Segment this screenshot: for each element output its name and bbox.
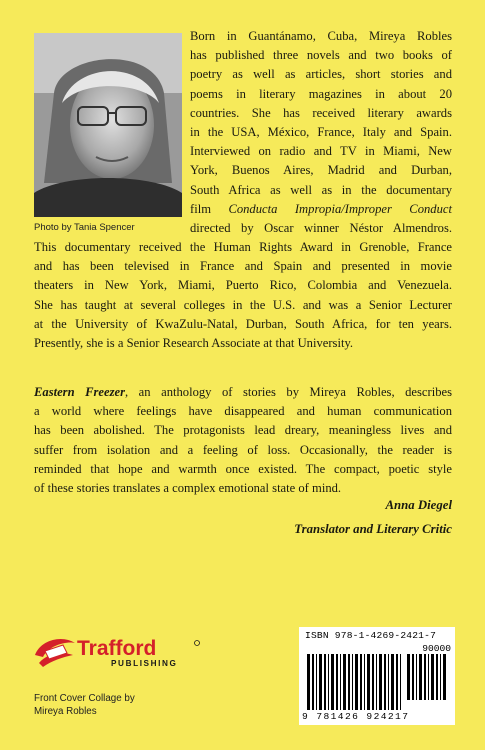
barcode-bar [419,654,422,700]
bio-line: in the USA, México, France, Italy and Spain. [190,125,452,140]
bio-line: has published three novels and two books of [190,48,452,63]
author-bio-continued [34,238,452,353]
publisher-sub: PUBLISHING [111,659,178,668]
cover-credit-line: Front Cover Collage by [34,693,135,704]
barcode-bar [372,654,374,710]
barcode-bar [400,654,401,710]
barcode-bar [343,654,346,710]
bio-line: poems in literary magazines in about 20 [190,86,452,101]
film-prefix: film [190,201,229,216]
barcode-bar [443,654,446,700]
barcode-bar [360,654,362,710]
publisher-logo [33,633,203,671]
photo-credit: Photo by Tania Spencer [34,222,135,233]
review-line: has been abolished. The protagonists lead dreary, meaningless lives and [34,423,452,438]
ean-digits: 9 781426 924217 [302,711,410,722]
barcode-bar [316,654,317,710]
review-line: reminded that hope and warmth once existed. The compact, poetic style [34,461,452,476]
price-code: 90000 [422,643,451,654]
barcode-bar [407,654,410,700]
review-line: Eastern Freezer, an anthology of stories by Mireya Robles, describes [34,385,452,399]
ean-bars [307,654,403,710]
barcode-bar [424,654,426,700]
barcode-bar [388,654,389,710]
reviewer-name: Anna Diegel [385,498,452,512]
cover-credit-line: Mireya Robles [34,706,97,717]
film-title: Conducta Impropia/Improper Conduct [228,201,452,216]
bio-line: countries. She has received literary awards [190,105,452,120]
bio-line: York, Buenos Aires, Madrid and Durban, [190,163,452,178]
barcode-bar [340,654,341,710]
barcode-bar [364,654,365,710]
barcode-bar [391,654,394,710]
bio-line: Presently, she is a Senior Research Associate at that University. [34,336,354,351]
reviewer-role: Translator and Literary Critic [294,522,452,536]
barcode-bar [336,654,338,710]
barcode-bar [324,654,326,710]
barcode-bar [416,654,417,700]
barcode-bar [376,654,377,710]
cover-credit [34,692,135,718]
bio-line: and has been televised in France and Spain and presented in movie [34,259,452,274]
barcode-bar [384,654,386,710]
author-photo [34,33,182,217]
review-line: a world where feelings have disappeared and human communication [34,404,452,419]
barcode-bar [312,654,314,710]
barcode-bar [331,654,334,710]
addon-bars [407,654,449,700]
barcode-bar [367,654,370,710]
barcode-bar [396,654,398,710]
bio-line: South Africa as well as in the documentary [190,182,452,197]
barcode-bar [431,654,434,700]
barcode-bar [379,654,382,710]
barcode-bar [319,654,322,710]
bio-line: Interviewed on radio and TV in Miami, New [190,144,452,159]
book-review [34,383,452,498]
barcode-bar [428,654,429,700]
bio-line: This documentary received the Human Rights Award in Grenoble, France [34,240,452,254]
barcode-bar [307,654,310,710]
bio-line: Born in Guantánamo, Cuba, Mireya Robles [190,29,452,43]
barcode-bar [355,654,358,710]
book-title: Eastern Freezer [34,385,125,399]
isbn-barcode [299,627,455,725]
barcode-bar [436,654,438,700]
barcode-bar [440,654,441,700]
bio-line: poetry as well as articles, short stories and [190,67,452,82]
review-line: suffer from isolation and a feeling of loss. Occasionally, the reader is [34,442,452,457]
bio-line: She has taught at several colleges in the U.S. and was a Senior Lecturer [34,297,452,312]
bio-line-film [190,200,452,219]
barcode-bar [348,654,350,710]
author-bio [190,27,452,238]
review-line: of these stories translates a complex emotional state of mind. [34,481,342,496]
bio-line: theaters in New York, Miami, Puerto Rico, Colombia and Venezuela. [34,278,452,293]
bio-line: at the University of KwaZulu-Natal, Durban, South Africa, for ten years. [34,316,452,331]
barcode-bar [412,654,414,700]
barcode-bar [328,654,329,710]
barcode-bar [352,654,353,710]
isbn-number: ISBN 978-1-4269-2421-7 [305,630,437,641]
publisher-name: Trafford [77,637,157,660]
bio-line: directed by Oscar winner Néstor Almendros. [190,221,452,236]
